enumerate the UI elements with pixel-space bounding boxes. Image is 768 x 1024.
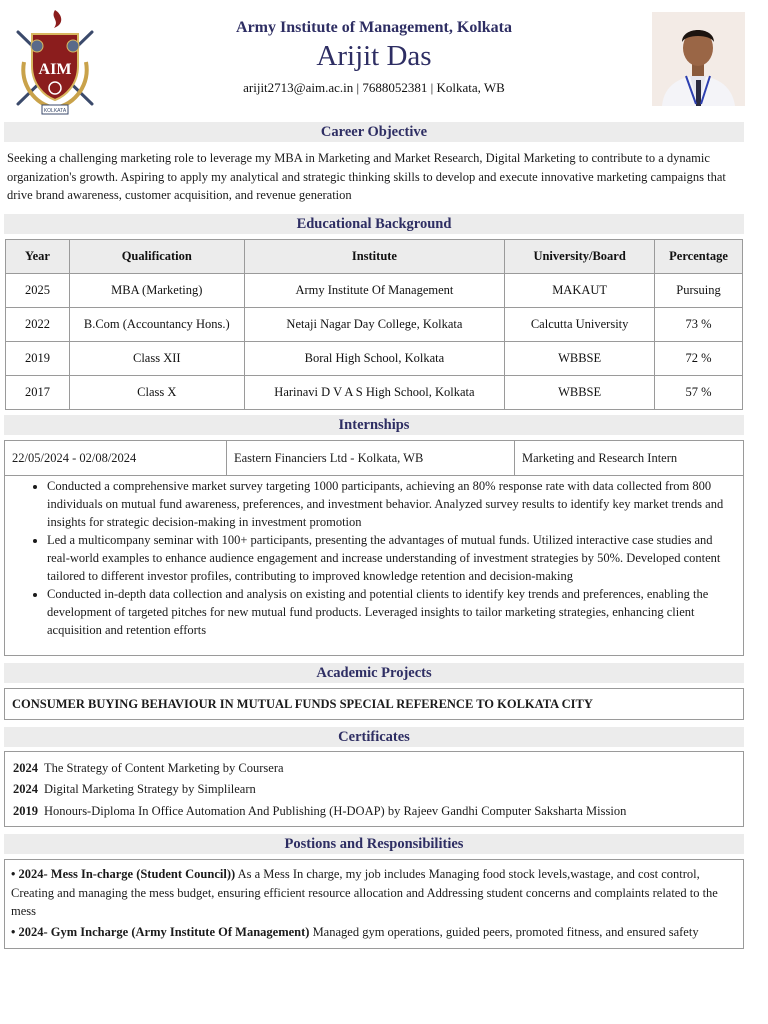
- cell-year: 2025: [6, 274, 70, 308]
- cell-year: 2017: [6, 376, 70, 410]
- project-title: CONSUMER BUYING BEHAVIOUR IN MUTUAL FUNDS SPECIAL REFERENCE TO KOLKATA CITY: [4, 688, 744, 720]
- header-board: University/Board: [505, 240, 655, 274]
- table-row: [6, 274, 743, 308]
- position-text: Managed gym operations, guided peers, promoted fitness, and ensured safety: [309, 924, 699, 939]
- certificate-year: 2019: [13, 804, 38, 818]
- list-item: • Conducted in-depth data collection and analysis on existing and potential clients to identify key trends and preferences, enabling the development of targeted pitches for new mutual fund products. Leveraged insights to tailor marketing strategies, enhancing client acquisition and retention efforts: [47, 585, 737, 639]
- career-objective-text: Seeking a challenging marketing role to leverage my MBA in Marketing and Market Research, Digital Marketing to contribute to a dynamic organization's growth. Aspiring to apply my analytical and strategic thinking skills to develop and execute innovative marketing campaigns that drive brand awareness, customer acquisition, and revenue generation: [7, 151, 726, 202]
- profile-photo: [652, 12, 745, 106]
- certificate-year: 2024: [13, 782, 38, 796]
- position-title: • 2024- Gym Incharge (Army Institute Of Management): [11, 924, 310, 939]
- cell-institute: Harinavi D V A S High School, Kolkata: [244, 376, 505, 410]
- cell-board: Calcutta University: [505, 308, 655, 342]
- section-education: Educational Background: [4, 214, 744, 234]
- cell-qualification: MBA (Marketing): [69, 274, 244, 308]
- section-projects: Academic Projects: [4, 663, 744, 683]
- certificate-item: [13, 779, 256, 799]
- certificate-text: The Strategy of Content Marketing by Coursera: [44, 761, 284, 775]
- section-certificates: Certificates: [4, 727, 744, 747]
- position-item: [11, 923, 737, 942]
- logo-text: AIM: [38, 61, 72, 78]
- header-institute: Institute: [244, 240, 505, 274]
- internship-box: [4, 440, 744, 656]
- cell-year: 2019: [6, 342, 70, 376]
- certificate-year: 2024: [13, 761, 38, 775]
- header-qualification: Qualification: [69, 240, 244, 274]
- position-title: • 2024- Mess In-charge (Student Council)): [11, 867, 236, 881]
- section-positions: Postions and Responsibilities: [4, 834, 744, 854]
- logo-flame: [54, 10, 62, 28]
- internship-header-row: [5, 441, 743, 476]
- certificate-item: [13, 801, 626, 821]
- internship-bullets: [5, 477, 737, 639]
- cell-board: WBBSE: [505, 342, 655, 376]
- header-percentage: Percentage: [655, 240, 743, 274]
- institute-logo: [10, 4, 100, 116]
- cell-institute: Boral High School, Kolkata: [244, 342, 505, 376]
- table-row: [6, 376, 743, 410]
- contact-line: arijit2713@aim.ac.in | 7688052381 | Kolkata, WB: [243, 80, 505, 95]
- list-item: • Led a multicompany seminar with 100+ participants, presenting the advantages of mutual funds. Utilized interactive case studies and real-world examples to enhance audience engagement and increase understanding of investment strategies by 50%. Developed content tailored to different investor profiles, contributing to improved knowledge retention and decision-making: [47, 531, 737, 585]
- institute-name: Army Institute of Management, Kolkata: [236, 19, 512, 36]
- cell-year: 2022: [6, 308, 70, 342]
- list-item: • Conducted a comprehensive market survey targeting 1000 participants, achieving an 80% response rate with data collected from 800 individuals on mutual fund awareness, preferences, and investment behavior. Analyzed survey results to identify key market trends and insights for strategic decision-making in investment promotion: [47, 477, 737, 531]
- cell-qualification: B.Com (Accountancy Hons.): [69, 308, 244, 342]
- certificate-text: Honours-Diploma In Office Automation And Publishing (H-DOAP) by Rajeev Gandhi Computer Saksharta Mission: [44, 804, 627, 818]
- cell-qualification: Class X: [69, 376, 244, 410]
- header-year: Year: [6, 240, 70, 274]
- internship-company: Eastern Financiers Ltd - Kolkata, WB: [227, 441, 515, 475]
- cell-board: WBBSE: [505, 376, 655, 410]
- logo-caption: KOLKATA: [43, 108, 67, 114]
- candidate-name: Arijit Das: [316, 40, 432, 72]
- position-item: [11, 865, 737, 921]
- cell-percentage: Pursuing: [655, 274, 743, 308]
- education-header-row: [6, 240, 743, 274]
- internship-role: Marketing and Research Intern: [522, 451, 678, 465]
- cell-qualification: Class XII: [69, 342, 244, 376]
- cell-percentage: 57 %: [655, 376, 743, 410]
- certificate-text: Digital Marketing Strategy by Simplilearn: [44, 782, 256, 796]
- cell-percentage: 72 %: [655, 342, 743, 376]
- table-row: [6, 308, 743, 342]
- section-career-objective: Career Objective: [4, 122, 744, 142]
- internship-dates: 22/05/2024 - 02/08/2024: [5, 441, 227, 475]
- position-text: As a Mess In charge, my job includes Managing food stock levels,wastage, and cost control, Creating and managing the mess budget, ensuring efficient resource allocation and Addressing student concerns and complaints related to the mess: [11, 867, 718, 918]
- cell-percentage: 73 %: [655, 308, 743, 342]
- section-internships: Internships: [4, 415, 744, 435]
- certificate-item: [13, 758, 284, 778]
- positions-box: [4, 859, 744, 949]
- cell-institute: Netaji Nagar Day College, Kolkata: [244, 308, 505, 342]
- certificates-box: [4, 751, 744, 827]
- education-table: [5, 239, 743, 410]
- table-row: [6, 342, 743, 376]
- cell-board: MAKAUT: [505, 274, 655, 308]
- cell-institute: Army Institute Of Management: [244, 274, 505, 308]
